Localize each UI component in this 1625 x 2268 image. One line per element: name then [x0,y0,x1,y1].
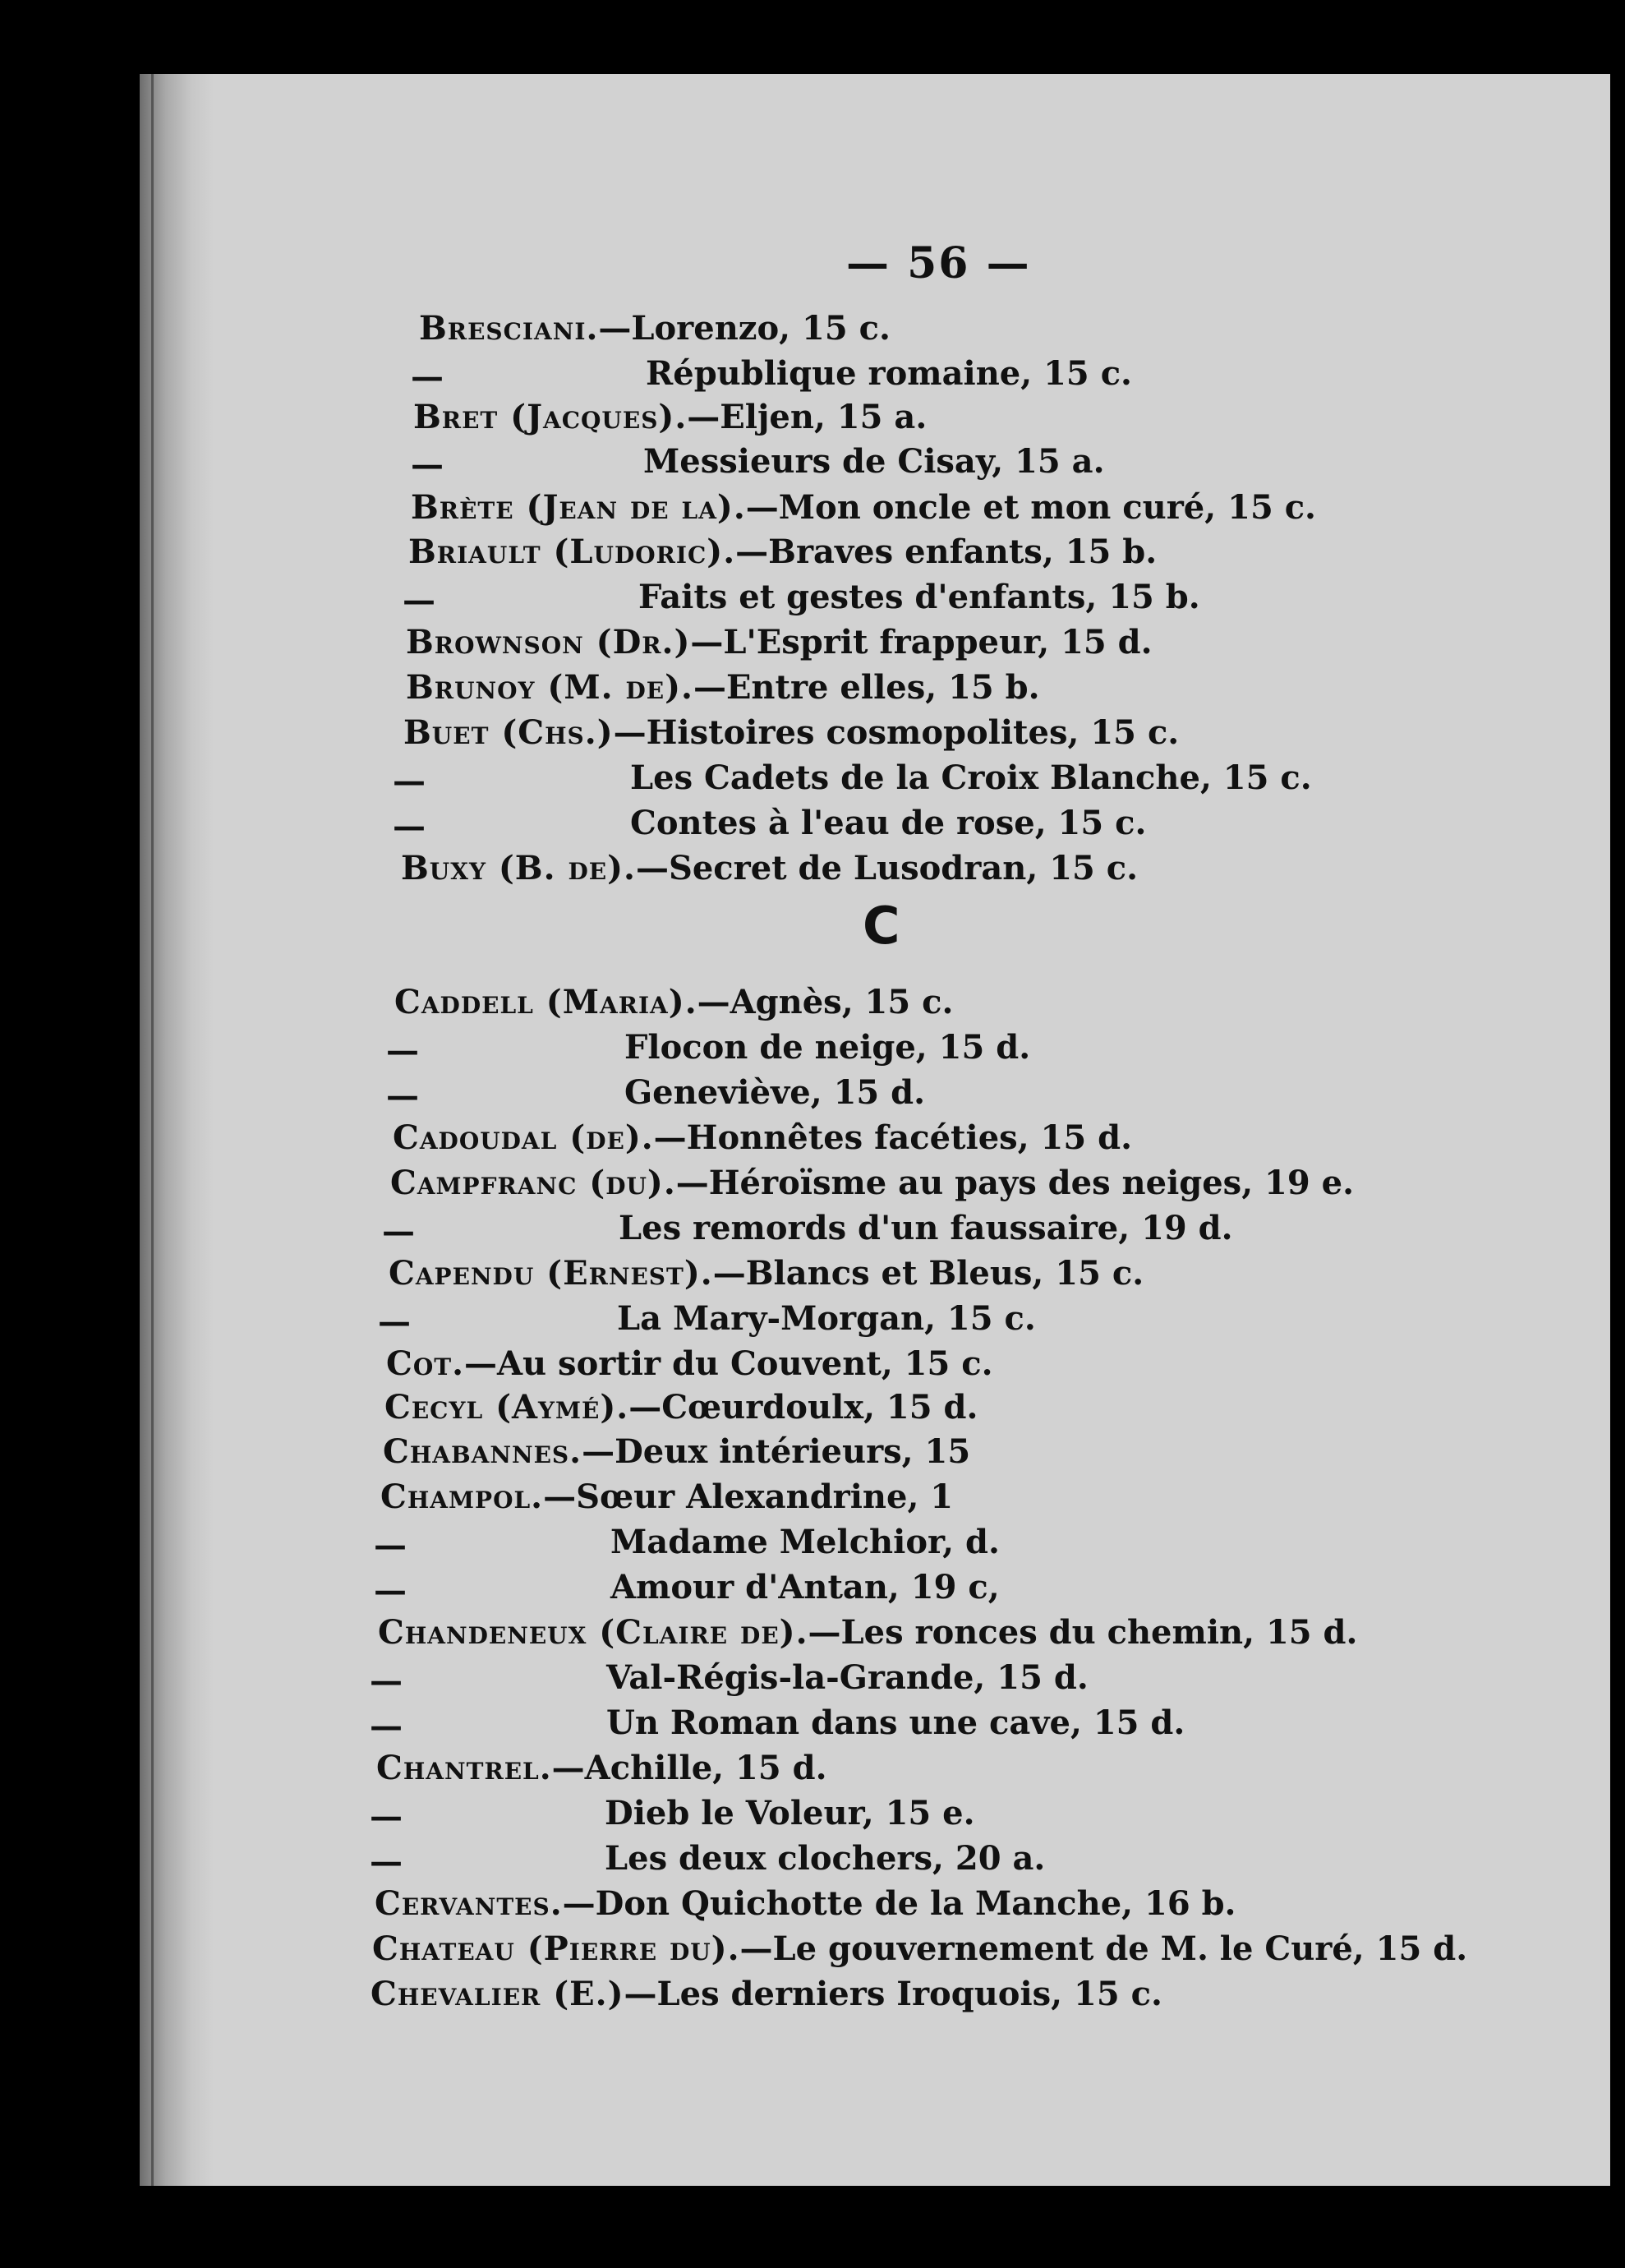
entry-separator: — [675,1164,709,1202]
catalog-entry [630,804,1147,842]
entry-separator: — [739,1929,773,1968]
catalog-entry [401,849,1139,887]
entry-author: Chabannes. [383,1432,582,1471]
catalog-entry [413,398,928,436]
entry-separator: — [697,983,730,1021]
ditto-dash: — [370,1662,403,1700]
entry-title: Au sortir du Couvent, 15 c. [497,1344,993,1383]
catalog-entry [646,354,1132,393]
entry-title: Honnêtes facéties, 15 d. [686,1118,1133,1157]
entry-author: Briault (Ludoric). [408,532,736,571]
entry-separator: — [598,309,632,348]
entry-separator: — [693,668,726,707]
entry-title: Braves enfants, 15 b. [768,532,1158,571]
entry-author: Cot. [386,1344,464,1383]
ditto-dash: — [386,1031,419,1070]
catalog-entry [376,1749,827,1787]
entry-title: Mon oncle et mon curé, 15 c. [778,488,1316,527]
entry-separator: — [613,713,647,752]
ditto-dash: — [393,807,426,846]
ditto-dash: — [411,445,444,484]
ditto-dash: — [374,1526,407,1565]
catalog-entry [403,713,1180,752]
entry-author: Buet (Chs.) [403,713,614,752]
entry-title: L'Esprit frappeur, 15 d. [723,623,1153,662]
entry-title: Blancs et Bleus, 15 c. [745,1254,1144,1293]
entry-separator: — [562,1884,596,1923]
catalog-entry [393,1118,1133,1157]
catalog-entry [372,1929,1468,1968]
entry-title: Geneviève, 15 d. [624,1073,926,1112]
catalog-entry [624,1073,926,1112]
entry-author: Brète (Jean de la). [411,488,746,527]
catalog-entry [371,1975,1162,2013]
catalog-entry [610,1523,1000,1561]
catalog-entry [406,623,1153,662]
entry-title: Achille, 15 d. [584,1749,827,1787]
entry-separator: — [808,1613,841,1652]
entry-author: Bret (Jacques). [413,398,688,436]
catalog-entry [386,1344,993,1383]
entry-title: Contes à l'eau de rose, 15 c. [630,804,1147,842]
catalog-entry [610,1568,1000,1606]
entry-title: Amour d'Antan, 19 c, [610,1568,1000,1606]
entry-author: Campfranc (du). [390,1164,676,1202]
catalog-entry [389,1254,1144,1293]
entry-title: Agnès, 15 c. [730,983,954,1021]
catalog-entry [605,1839,1046,1878]
catalog-entry [605,1794,975,1832]
catalog-entry [606,1703,1185,1742]
catalog-entry [375,1884,1236,1923]
entry-author: Brunoy (M. de). [406,668,693,707]
entry-title: Don Quichotte de la Manche, 16 b. [595,1884,1236,1923]
entry-title: Héroïsme au pays des neiges, 19 e. [708,1164,1355,1202]
entry-author: Brownson (Dr.) [406,623,691,662]
entry-title: Lorenzo, 15 c. [631,309,891,348]
section-heading: C [863,896,900,956]
catalog-entry [411,488,1316,527]
entry-author: Cadoudal (de). [393,1118,654,1157]
entry-title: Sœur Alexandrine, 1 [576,1477,954,1516]
entry-author: Chantrel. [376,1749,552,1787]
entry-author: Chandeneux (Claire de). [378,1613,808,1652]
entry-author: Capendu (Ernest). [389,1254,713,1293]
entry-title: Secret de Lusodran, 15 c. [668,849,1139,887]
catalog-entry [606,1658,1089,1697]
entry-title: Deux intérieurs, 15 [615,1432,971,1471]
entry-title: Dieb le Voleur, 15 e. [605,1794,975,1832]
entry-title: Eljen, 15 a. [720,398,928,436]
page-number: — 56 — [846,238,1031,288]
catalog-entry [390,1164,1355,1202]
entry-title: Cœurdoulx, 15 d. [661,1388,978,1427]
entry-separator: — [690,623,724,662]
entry-separator: — [735,532,769,571]
entry-author: Chevalier (E.) [371,1975,624,2013]
ditto-dash: — [370,1707,403,1745]
entry-separator: — [464,1344,497,1383]
entry-title: La Mary-Morgan, 15 c. [617,1299,1036,1338]
entry-title: Histoires cosmopolites, 15 c. [646,713,1180,752]
ditto-dash: — [370,1797,403,1836]
entry-separator: — [624,1975,657,2013]
entry-author: Chateau (Pierre du). [372,1929,740,1968]
ditto-dash: — [382,1212,415,1251]
entry-title: Le gouvernement de M. le Curé, 15 d. [772,1929,1468,1968]
entry-author: Buxy (B. de). [401,849,636,887]
entry-author: Champol. [380,1477,544,1516]
entry-separator: — [653,1118,687,1157]
entry-separator: — [745,488,779,527]
book-page [140,74,1610,2186]
ditto-dash: — [403,581,435,620]
catalog-entry [419,309,891,348]
entry-separator: — [635,849,669,887]
entry-separator: — [543,1477,577,1516]
entry-title: Un Roman dans une cave, 15 d. [606,1703,1185,1742]
catalog-entry [378,1613,1358,1652]
ditto-dash: — [374,1571,407,1610]
catalog-entry [406,668,1040,707]
ditto-dash: — [411,357,444,396]
catalog-entry [624,1028,1031,1067]
catalog-entry [383,1432,971,1471]
entry-title: Flocon de neige, 15 d. [624,1028,1031,1067]
entry-separator: — [551,1749,585,1787]
catalog-entry [619,1209,1233,1247]
catalog-entry [384,1388,978,1427]
entry-separator: — [687,398,720,436]
entry-author: Caddell (Maria). [394,983,697,1021]
entry-title: Les remords d'un faussaire, 19 d. [619,1209,1233,1247]
entry-separator: — [712,1254,746,1293]
entry-author: Cecyl (Aymé). [384,1388,629,1427]
catalog-entry [617,1299,1036,1338]
entry-title: Messieurs de Cisay, 15 a. [643,442,1105,481]
entry-title: Faits et gestes d'enfants, 15 b. [638,578,1200,616]
catalog-entry [408,532,1158,571]
catalog-entries [140,74,1610,2186]
catalog-entry [638,578,1200,616]
catalog-entry [394,983,954,1021]
ditto-dash: — [386,1076,419,1115]
entry-title: République romaine, 15 c. [646,354,1132,393]
entry-title: Val-Régis-la-Grande, 15 d. [606,1658,1089,1697]
ditto-dash: — [378,1302,411,1341]
entry-author: Cervantes. [375,1884,563,1923]
ditto-dash: — [370,1842,403,1881]
entry-separator: — [582,1432,615,1471]
entry-title: Entre elles, 15 b. [725,668,1040,707]
entry-author: Bresciani. [419,309,599,348]
ditto-dash: — [393,762,426,800]
entry-title: Les deux clochers, 20 a. [605,1839,1046,1878]
entry-separator: — [628,1388,662,1427]
entry-title: Madame Melchior, d. [610,1523,1000,1561]
catalog-entry [643,442,1105,481]
entry-title: Les ronces du chemin, 15 d. [840,1613,1358,1652]
catalog-entry [380,1477,954,1516]
catalog-entry [630,758,1312,797]
entry-title: Les derniers Iroquois, 15 c. [656,1975,1162,2013]
entry-title: Les Cadets de la Croix Blanche, 15 c. [630,758,1312,797]
